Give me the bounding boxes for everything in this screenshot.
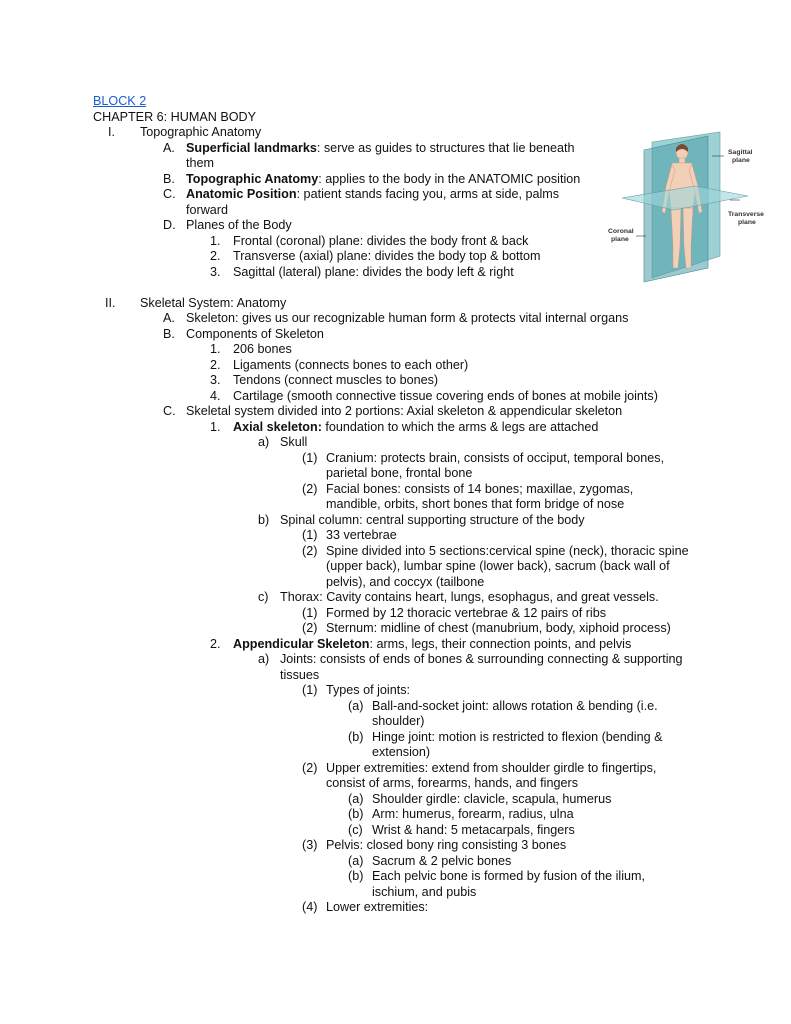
appendicular-skeleton-line: [233, 637, 631, 652]
anatomic-position-line: [186, 187, 559, 202]
list-item: Pelvis: closed bony ring consisting 3 bones: [326, 838, 567, 852]
section-ii-marker: II.: [105, 296, 116, 310]
transverse-label-line1: Transverse: [728, 211, 764, 218]
item-marker: (4): [302, 900, 318, 914]
item-marker: B.: [163, 327, 175, 341]
item-marker: 2.: [210, 637, 221, 651]
list-item: Sacrum & 2 pelvic bones: [372, 854, 512, 868]
list-item: Spine divided into 5 sections:cervical spine (neck), thoracic spine: [326, 544, 689, 558]
sagittal-label-line1: Sagittal: [728, 149, 753, 156]
item-marker: (1): [302, 606, 318, 620]
list-item: Cartilage (smooth connective tissue covering ends of bones at mobile joints): [233, 389, 658, 403]
item-marker: (1): [302, 683, 318, 697]
item-marker: 1.: [210, 342, 221, 356]
item-marker: (3): [302, 838, 318, 852]
term: Topographic Anatomy: [186, 172, 319, 186]
item-marker: (2): [302, 621, 318, 635]
item-marker: (c): [348, 823, 363, 837]
list-item: Skeleton: gives us our recognizable human form & protects vital internal organs: [186, 311, 629, 325]
item-marker: (2): [302, 761, 318, 775]
item-marker: D.: [163, 218, 176, 232]
continuation: ischium, and pubis: [372, 885, 477, 899]
item-marker: (1): [302, 451, 318, 465]
list-item: Upper extremities: extend from shoulder girdle to fingertips,: [326, 761, 657, 775]
coronal-label-line1: Coronal: [608, 228, 634, 235]
item-marker: (b): [348, 869, 364, 883]
item-marker: 4.: [210, 389, 221, 403]
continuation: pelvis), and coccyx (tailbone: [326, 575, 485, 589]
list-item: Skeletal system divided into 2 portions: Axial skeleton & appendicular skeleton: [186, 404, 623, 418]
continuation: tissues: [280, 668, 320, 682]
continuation: parietal bone, frontal bone: [326, 466, 473, 480]
item-marker: A.: [163, 141, 175, 155]
item-marker: (a): [348, 854, 364, 868]
definition: : arms, legs, their connection points, and pelvis: [369, 637, 632, 651]
list-item: Components of Skeleton: [186, 327, 324, 341]
sagittal-label-line2: plane: [732, 157, 750, 164]
definition: : applies to the body in the ANATOMIC position: [318, 172, 581, 186]
list-item: Thorax: Cavity contains heart, lungs, esophagus, and great vessels.: [280, 590, 659, 604]
anatomical-planes-figure: [600, 128, 780, 288]
section-i-title: Topographic Anatomy: [140, 125, 262, 139]
item-marker: (2): [302, 482, 318, 496]
definition: : patient stands facing you, arms at side, palms: [296, 187, 560, 201]
section-ii-title: Skeletal System: Anatomy: [140, 296, 287, 310]
item-marker: 1.: [210, 420, 221, 434]
list-item: 33 vertebrae: [326, 528, 397, 542]
list-item: Ligaments (connects bones to each other): [233, 358, 469, 372]
continuation: extension): [372, 745, 431, 759]
superficial-landmarks-line: [186, 141, 575, 156]
list-item: Ball-and-socket joint: allows rotation & bending (i.e.: [372, 699, 658, 713]
list-item: Tendons (connect muscles to bones): [233, 373, 439, 387]
list-item: Types of joints:: [326, 683, 410, 697]
list-item: Formed by 12 thoracic vertebrae & 12 pairs of ribs: [326, 606, 606, 620]
list-item: Spinal column: central supporting structure of the body: [280, 513, 585, 527]
continuation: mandible, orbits, short bones that form bridge of nose: [326, 497, 625, 511]
list-item: Facial bones: consists of 14 bones; maxillae, zygomas,: [326, 482, 634, 496]
item-marker: 1.: [210, 234, 221, 248]
item-marker: C.: [163, 404, 176, 418]
item-marker: 2.: [210, 358, 221, 372]
list-item: Wrist & hand: 5 metacarpals, fingers: [372, 823, 575, 837]
term: Appendicular Skeleton: [233, 637, 370, 651]
continuation: forward: [186, 203, 228, 217]
axial-skeleton-line: [233, 420, 598, 435]
list-item: 206 bones: [233, 342, 292, 356]
planes-illustration: [600, 128, 780, 288]
item-marker: (b): [348, 730, 364, 744]
item-marker: 3.: [210, 265, 221, 279]
list-item: Hinge joint: motion is restricted to flexion (bending &: [372, 730, 663, 744]
list-item: Frontal (coronal) plane: divides the body front & back: [233, 234, 529, 248]
list-item: Shoulder girdle: clavicle, scapula, humerus: [372, 792, 612, 806]
item-marker: c): [258, 590, 269, 604]
item-marker: (1): [302, 528, 318, 542]
item-marker: (2): [302, 544, 318, 558]
section-i-marker: I.: [108, 125, 115, 139]
item-marker: b): [258, 513, 270, 527]
chapter-title: CHAPTER 6: HUMAN BODY: [93, 110, 257, 124]
list-item: Cranium: protects brain, consists of occiput, temporal bones,: [326, 451, 665, 465]
list-item: Sagittal (lateral) plane: divides the body left & right: [233, 265, 514, 279]
definition: : serve as guides to structures that lie beneath: [316, 141, 575, 155]
term: Superficial landmarks: [186, 141, 317, 155]
item-marker: B.: [163, 172, 175, 186]
transverse-plane: [622, 186, 748, 210]
list-item: Each pelvic bone is formed by fusion of the ilium,: [372, 869, 646, 883]
continuation: consist of arms, forearms, hands, and fingers: [326, 776, 578, 790]
term: Axial skeleton:: [233, 420, 322, 434]
item-marker: a): [258, 435, 270, 449]
item-marker: a): [258, 652, 270, 666]
item-marker: (a): [348, 792, 364, 806]
continuation: (upper back), lumbar spine (lower back), sacrum (back wall of: [326, 559, 670, 573]
item-marker: C.: [163, 187, 176, 201]
definition: foundation to which the arms & legs are attached: [321, 420, 599, 434]
list-item: Lower extremities:: [326, 900, 429, 914]
term: Anatomic Position: [186, 187, 297, 201]
list-item: Skull: [280, 435, 308, 449]
continuation: shoulder): [372, 714, 425, 728]
transverse-label-line2: plane: [738, 219, 756, 226]
item-marker: A.: [163, 311, 175, 325]
item-marker: (b): [348, 807, 364, 821]
block-link[interactable]: [93, 94, 146, 109]
list-item: Joints: consists of ends of bones & surrounding connecting & supporting: [280, 652, 683, 666]
coronal-label-line2: plane: [611, 236, 629, 243]
item-marker: 3.: [210, 373, 221, 387]
block-link-text[interactable]: BLOCK 2: [93, 94, 147, 108]
continuation: them: [186, 156, 214, 170]
item-marker: (a): [348, 699, 364, 713]
planes-heading: Planes of the Body: [186, 218, 292, 232]
list-item: Arm: humerus, forearm, radius, ulna: [372, 807, 574, 821]
topographic-anatomy-line: [186, 172, 580, 187]
item-marker: 2.: [210, 249, 221, 263]
list-item: Sternum: midline of chest (manubrium, body, xiphoid process): [326, 621, 671, 635]
list-item: Transverse (axial) plane: divides the body top & bottom: [233, 249, 541, 263]
